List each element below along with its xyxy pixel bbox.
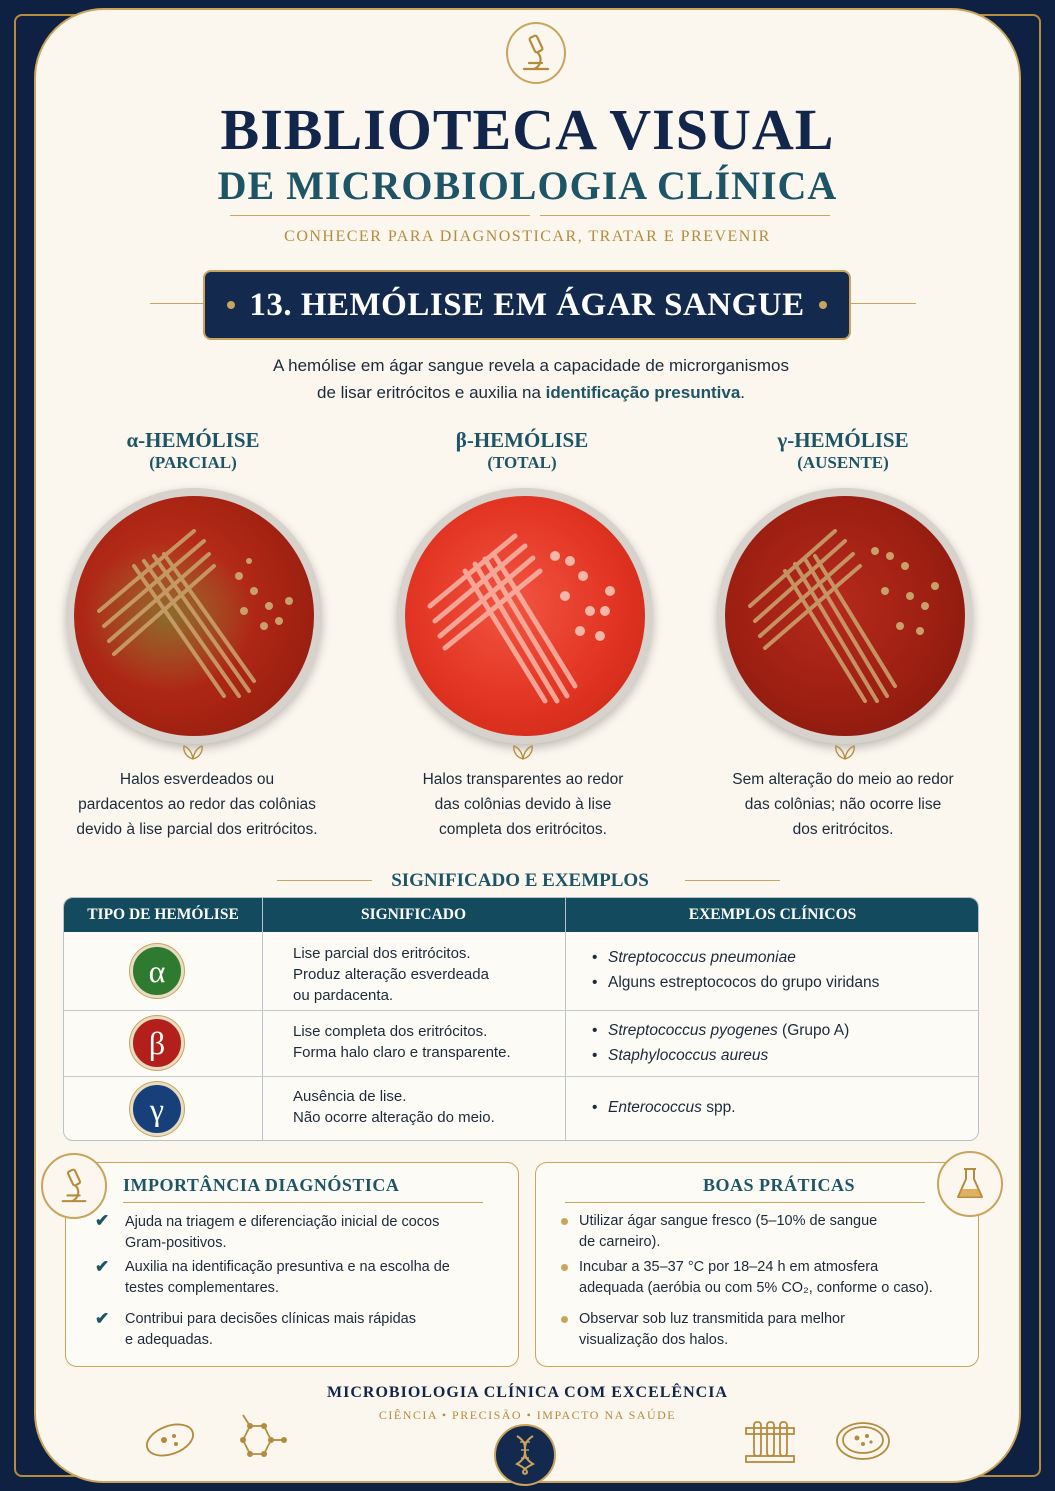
example-text: spp. <box>701 1099 736 1116</box>
petri-dish-icon <box>833 1418 893 1464</box>
alpha-title: α-HEMÓLISE <box>126 428 260 452</box>
check-icon: ✔ <box>95 1309 110 1328</box>
beta-leaf-icon <box>508 743 538 761</box>
table-row-meaning <box>293 1021 511 1063</box>
beta-title: β-HEMÓLISE <box>455 428 589 452</box>
alpha-badge: α <box>130 944 184 998</box>
importance-title: IMPORTÂNCIA DIAGNÓSTICA <box>123 1175 400 1195</box>
item-line: e adequadas. <box>125 1332 213 1348</box>
beta-description <box>373 767 673 842</box>
table-row-meaning <box>293 1086 495 1128</box>
beta-subtitle: (TOTAL) <box>487 453 557 472</box>
example-item <box>590 945 879 970</box>
example-item <box>590 1095 736 1120</box>
example-item <box>590 970 879 995</box>
item-line: Auxilia na identificação presuntiva e na escolha de <box>125 1259 450 1275</box>
table-header-meaning: SIGNIFICADO <box>360 906 467 923</box>
check-icon: ✔ <box>95 1211 110 1230</box>
gamma-description <box>693 767 993 842</box>
example-species: Enterococcus <box>608 1099 702 1116</box>
gamma-desc-line: Sem alteração do meio ao redor <box>732 771 954 788</box>
flask-icon <box>937 1151 1003 1217</box>
alpha-leaf-icon <box>178 743 208 761</box>
banner-ornament-right <box>851 303 916 304</box>
meaning-line: Lise parcial dos eritrócitos. <box>293 945 471 962</box>
table-column-divider <box>565 898 566 1141</box>
beta-badge: β <box>130 1016 184 1070</box>
importance-item <box>125 1257 450 1299</box>
intro-line-1: A hemólise em ágar sangue revela a capacidade de microrganismos <box>273 356 789 375</box>
item-line: Observar sob luz transmitida para melhor <box>579 1311 845 1327</box>
item-line: testes complementares. <box>125 1280 279 1296</box>
practices-title: BOAS PRÁTICAS <box>703 1175 856 1195</box>
alpha-desc-line: devido à lise parcial dos eritrócitos. <box>76 821 318 838</box>
importance-item <box>125 1309 416 1351</box>
intro-line-2-start: de lisar eritrócitos e auxilia na <box>316 383 546 402</box>
meaning-line: Ausência de lise. <box>293 1088 407 1105</box>
title-divider-left <box>230 215 530 216</box>
section-title: SIGNIFICADO E EXEMPLOS <box>391 870 649 891</box>
alpha-description <box>47 767 347 842</box>
table-row-examples <box>590 1018 849 1068</box>
gamma-subtitle: (AUSENTE) <box>797 453 889 472</box>
practice-item <box>579 1211 877 1253</box>
gamma-agar <box>725 496 965 736</box>
gamma-desc-line: dos eritrócitos. <box>792 821 894 838</box>
beta-desc-line: completa dos eritrócitos. <box>439 821 607 838</box>
beta-agar <box>405 496 645 736</box>
example-species: Streptococcus pyogenes <box>608 1022 778 1039</box>
microscope-icon <box>41 1153 107 1219</box>
bullet-dot <box>561 1218 568 1225</box>
table-column-divider <box>262 898 263 1141</box>
alpha-agar <box>74 496 314 736</box>
gamma-petri-plate <box>717 488 973 744</box>
intro-line-2 <box>0 379 1055 406</box>
example-species: Staphylococcus aureus <box>608 1047 769 1064</box>
banner-dot-left <box>227 301 235 309</box>
meaning-line: Forma halo claro e transparente. <box>293 1044 511 1061</box>
practice-item <box>579 1309 845 1351</box>
bullet-dot <box>561 1316 568 1323</box>
beta-desc-line: das colônias devido à lise <box>434 796 612 813</box>
table-row-divider <box>64 1010 979 1011</box>
gamma-leaf-icon <box>830 743 860 761</box>
gamma-badge: γ <box>130 1082 184 1136</box>
tagline: CONHECER PARA DIAGNOSTICAR, TRATAR E PREVENIR <box>284 228 771 245</box>
gamma-colonies <box>725 496 965 736</box>
title-divider-right <box>540 215 830 216</box>
intro-highlight: identificação presuntiva <box>545 383 741 402</box>
table-row-examples <box>590 945 879 995</box>
example-species: Streptococcus pneumoniae <box>608 949 796 966</box>
practices-rule <box>565 1202 925 1203</box>
banner-ornament-left <box>150 303 205 304</box>
table-row-divider <box>64 1076 979 1077</box>
importance-item <box>125 1212 439 1254</box>
item-line: Incubar a 35–37 °C por 18–24 h em atmosfera <box>579 1259 879 1275</box>
item-line: de carneiro). <box>579 1234 661 1250</box>
beta-desc-line: Halos transparentes ao redor <box>422 771 624 788</box>
example-item <box>590 1043 849 1068</box>
item-line: Ajuda na triagem e diferenciação inicial de cocos <box>125 1214 440 1230</box>
practice-item <box>579 1257 933 1299</box>
meaning-line: Não ocorre alteração do meio. <box>293 1109 495 1126</box>
intro-line-2-end: . <box>740 383 746 402</box>
page-title: BIBLIOTECA VISUAL <box>220 97 835 162</box>
gamma-heading <box>703 428 983 473</box>
table-row-meaning <box>293 943 489 1006</box>
page-subtitle: DE MICROBIOLOGIA CLÍNICA <box>217 163 838 208</box>
table-header-type: TIPO DE HEMÓLISE <box>87 906 239 923</box>
test-tubes-icon <box>742 1418 798 1468</box>
alpha-colonies <box>74 496 314 736</box>
beta-colonies <box>405 496 645 736</box>
alpha-subtitle: (PARCIAL) <box>149 453 237 472</box>
table-header-examples: EXEMPLOS CLÍNICOS <box>688 906 857 923</box>
item-line: Contribui para decisões clínicas mais rápidas <box>125 1311 416 1327</box>
meaning-line: Lise completa dos eritrócitos. <box>293 1023 488 1040</box>
molecule-icon <box>228 1412 292 1468</box>
meaning-line: Produz alteração esverdeada <box>293 966 489 983</box>
beta-heading <box>382 428 662 473</box>
example-text: Alguns estreptococos do grupo viridans <box>608 974 880 991</box>
intro-text <box>0 352 1055 406</box>
footer-title: MICROBIOLOGIA CLÍNICA COM EXCELÊNCIA <box>327 1384 728 1401</box>
microscope-icon <box>506 22 566 84</box>
example-item <box>590 1018 849 1043</box>
item-line: Gram-positivos. <box>125 1235 227 1251</box>
alpha-desc-line: Halos esverdeados ou <box>119 771 275 788</box>
section-banner <box>203 270 851 340</box>
item-line: adequada (aeróbia ou com 5% CO₂, conforme o caso). <box>579 1280 933 1296</box>
alpha-desc-line: pardacentos ao redor das colônias <box>78 796 316 813</box>
item-line: Utilizar ágar sangue fresco (5–10% de sangue <box>579 1213 878 1229</box>
example-text: (Grupo A) <box>777 1022 850 1039</box>
alpha-petri-plate <box>66 488 322 744</box>
banner-dot-right <box>819 301 827 309</box>
hemolysis-table <box>63 897 979 1141</box>
beta-petri-plate <box>397 488 653 744</box>
bullet-dot <box>561 1264 568 1271</box>
footer-subtitle: CIÊNCIA • PRECISÃO • IMPACTO NA SAÚDE <box>378 1408 677 1422</box>
table-row-examples <box>590 1095 736 1120</box>
gamma-title: γ-HEMÓLISE <box>777 428 909 452</box>
dna-icon <box>494 1424 556 1486</box>
importance-rule <box>123 1202 483 1203</box>
item-line: visualização dos halos. <box>579 1332 729 1348</box>
bacteria-icon <box>140 1418 200 1462</box>
gamma-desc-line: das colônias; não ocorre lise <box>744 796 942 813</box>
meaning-line: ou pardacenta. <box>293 987 394 1004</box>
alpha-heading <box>53 428 333 473</box>
banner-title: 13. HEMÓLISE EM ÁGAR SANGUE <box>249 286 805 323</box>
check-icon: ✔ <box>95 1257 110 1276</box>
